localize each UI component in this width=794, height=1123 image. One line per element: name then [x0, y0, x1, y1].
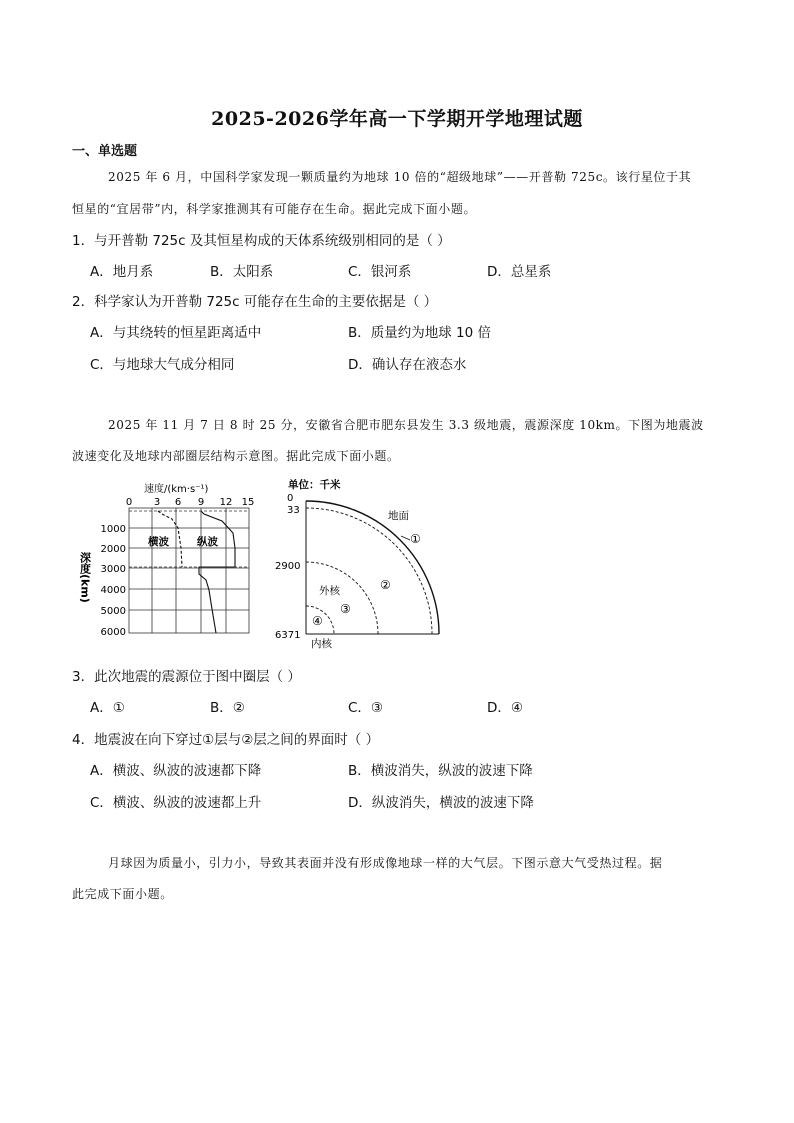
outer-core-label: 外核 — [319, 585, 340, 597]
question-1-option-b[interactable]: B．太阳系 — [210, 264, 274, 280]
question-3-option-d[interactable]: D．④ — [487, 700, 523, 716]
question-3-option-a[interactable]: A．① — [90, 700, 125, 716]
depth-label: 2900 — [275, 561, 301, 572]
layer-4-label: ④ — [312, 614, 323, 628]
depth-tick: 6000 — [100, 627, 126, 638]
speed-tick: 15 — [241, 497, 255, 508]
depth-tick: 5000 — [100, 606, 126, 617]
question-2-option-b[interactable]: B．质量约为地球 10 倍 — [348, 325, 492, 341]
question-2-option-a[interactable]: A．与其绕转的恒星距离适中 — [90, 325, 262, 341]
question-3-option-b[interactable]: B．② — [210, 700, 245, 716]
p-wave-label: 纵波 — [197, 536, 218, 548]
chart-grid — [129, 508, 249, 633]
question-1-option-c[interactable]: C．银河系 — [348, 264, 412, 280]
question-4-option-c[interactable]: C．横波、纵波的波速都上升 — [90, 795, 262, 811]
depth-tick: 1000 — [100, 524, 126, 535]
depth-label: 33 — [287, 505, 300, 516]
question-2-stem: 2．科学家认为开普勒 725c 可能存在生命的主要依据是（ ） — [72, 294, 438, 310]
question-4-stem: 4．地震波在向下穿过①层与②层之间的界面时（ ） — [72, 732, 380, 748]
question-4-option-b[interactable]: B．横波消失，纵波的波速下降 — [348, 763, 533, 779]
depth-tick: 4000 — [100, 585, 126, 596]
question-1-stem: 1．与开普勒 725c 及其恒星构成的天体系统级别相同的是（ ） — [72, 233, 451, 249]
speed-axis-label: 速度/(km·s⁻¹) — [144, 484, 209, 495]
depth-label: 0 — [287, 493, 294, 504]
page-title: 2025-2026学年高一下学期开学地理试题 — [211, 108, 583, 130]
surface-label: 地面 — [388, 510, 409, 522]
unit-label: 单位：千米 — [288, 479, 341, 491]
passage-1-line-2: 恒星的“宜居带”内，科学家推测其有可能存在生命。据此完成下面小题。 — [72, 202, 477, 216]
question-3-stem: 3．此次地震的震源位于图中圈层（ ） — [72, 669, 301, 685]
passage-3-line-1: 月球因为质量小，引力小，导致其表面并没有形成像地球一样的大气层。下图示意大气受热过程。据 — [108, 856, 663, 870]
speed-tick: 9 — [197, 497, 205, 508]
inner-core-label: 内核 — [311, 638, 332, 650]
passage-1-line-1: 2025 年 6 月，中国科学家发现一颗质量约为地球 10 倍的“超级地球”——开普勒 725c。该行星位于其 — [108, 170, 692, 184]
question-2-option-d[interactable]: D．确认存在液态水 — [348, 357, 467, 373]
question-4-option-d[interactable]: D．纵波消失，横波的波速下降 — [348, 795, 534, 811]
earth-structure-figure — [270, 476, 450, 651]
depth-label: 6371 — [275, 630, 301, 641]
speed-tick: 0 — [125, 497, 133, 508]
passage-2-line-1: 2025 年 11 月 7 日 8 时 25 分，安徽省合肥市肥东县发生 3.3 级地震，震源深度 10km。下图为地震波 — [108, 418, 704, 432]
speed-tick: 12 — [219, 497, 233, 508]
layer-3-label: ③ — [340, 602, 351, 616]
layer-1-leader — [401, 536, 410, 540]
question-1-option-d[interactable]: D．总星系 — [487, 264, 552, 280]
layer-1-label: ① — [410, 532, 421, 546]
wave-speed-figure — [78, 478, 260, 648]
passage-2-line-2: 波速变化及地球内部圈层结构示意图。据此完成下面小题。 — [72, 449, 400, 463]
speed-tick: 3 — [153, 497, 161, 508]
depth-axis-label: 深度(km) — [78, 552, 92, 603]
question-2-option-c[interactable]: C．与地球大气成分相同 — [90, 357, 235, 373]
section-heading: 一、单选题 — [72, 144, 138, 159]
depth-tick: 2000 — [100, 544, 126, 555]
question-4-option-a[interactable]: A．横波、纵波的波速都下降 — [90, 763, 262, 779]
passage-3-line-2: 此完成下面小题。 — [72, 887, 173, 901]
layer-2-label: ② — [380, 578, 391, 592]
question-3-option-c[interactable]: C．③ — [348, 700, 384, 716]
depth-tick: 3000 — [100, 564, 126, 575]
p-wave-curve — [199, 511, 235, 633]
speed-tick: 6 — [174, 497, 182, 508]
moho-arc — [306, 508, 432, 634]
question-1-option-a[interactable]: A．地月系 — [90, 264, 154, 280]
s-wave-label: 横波 — [148, 536, 169, 548]
